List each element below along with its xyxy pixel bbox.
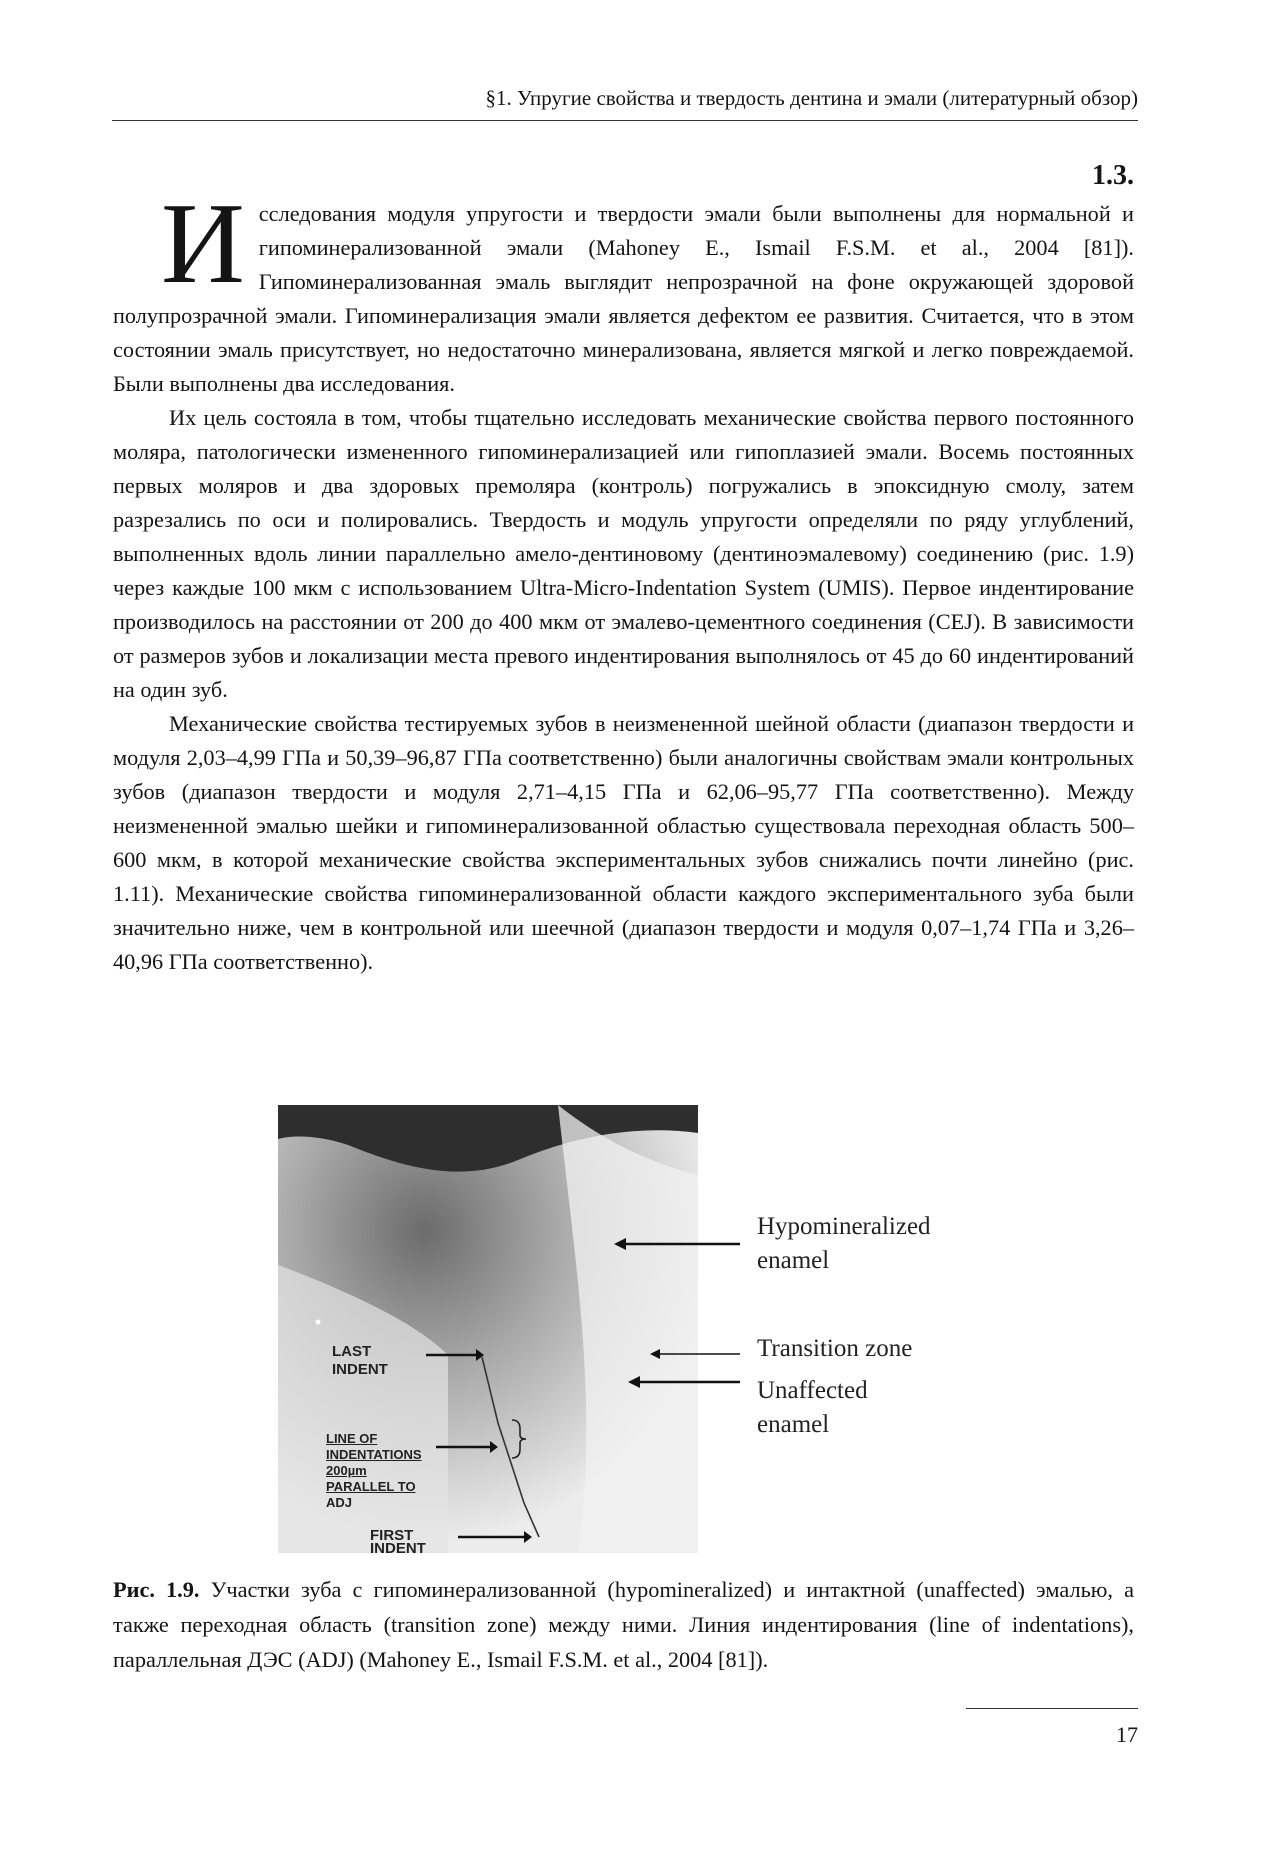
body-text bbox=[113, 180, 1134, 979]
callout-hypomineralized: Hypomineralized bbox=[757, 1213, 931, 1240]
figure-caption bbox=[113, 1572, 1134, 1677]
caption-label: Рис. 1.9. bbox=[113, 1577, 200, 1602]
unaffected-arrowhead bbox=[628, 1376, 640, 1388]
first-indent-label-line2: INDENT bbox=[370, 1540, 426, 1557]
paragraph-1-text: сследования модуля упругости и твердости эмали были выполнены для нормальной и гипоминерализованной эмали (Mahoney E., Ismail F.S.M. et al., 2004 [81]). Гипоминерализованная эмаль выглядит непрозрачной на фоне окружающей здоровой полупрозрачной эмали. Гипоминерализация эмали является дефектом ее развития. Считается, что в этом состоянии эмаль присутствует, но недостаточно минерализована, является мягкой и легко повреждаемой. Были выполнены два исследования. bbox=[113, 201, 1134, 396]
section-number: 1.3. bbox=[1092, 160, 1134, 191]
line-label-line4: PARALLEL TO bbox=[326, 1479, 416, 1494]
caption-text: Участки зуба с гипоминерализованной (hypomineralized) и интактной (unaffected) эмалью, а также переходная область (transition zone) между ними. Линия индентирования (line of indentations), параллельная ДЭС (ADJ) (Mahoney E., Ismail F.S.M. et al., 2004 [81]). bbox=[113, 1577, 1134, 1672]
header-rule bbox=[112, 120, 1138, 121]
last-indent-label-line1: LAST bbox=[332, 1343, 372, 1360]
callout-unaffected: Unaffected bbox=[757, 1377, 868, 1404]
callout-arrows bbox=[600, 1230, 750, 1440]
line-label-line5: ADJ bbox=[326, 1495, 353, 1510]
drop-cap: И bbox=[161, 180, 245, 308]
hypo-arrowhead bbox=[614, 1238, 626, 1250]
callout-hypomineralized-enamel: enamel bbox=[757, 1247, 830, 1274]
callout-transition-zone: Transition zone bbox=[757, 1335, 913, 1362]
callout-unaffected-enamel: enamel bbox=[757, 1411, 830, 1438]
transition-arrowhead bbox=[650, 1349, 660, 1359]
paragraph-2: Их цель состояла в том, чтобы тщательно исследовать механические свойства первого постоянного моляра, патологически измененного гипоминерализацией или гипоплазией эмали. Восемь постоянных первых моляров и два здоровых премоляра (контроль) погружались в эпоксидную смолу, затем разрезались по оси и полировались. Твердость и модуль упругости определяли по ряду углублений, выполненных вдоль линии параллельно амело-дентиновому (дентиноэмалевому) соединению (рис. 1.9) через каждые 100 мкм с использованием Ultra-Micro-Indentation System (UMIS). Первое индентирование производилось на расстоянии от 200 до 400 мкм от эмалево-цементного соединения (CEJ). В зависимости от размеров зубов и локализации места превого индентирования выполнялось от 45 до 60 индентирований на один зуб. bbox=[113, 405, 1134, 702]
footer-rule bbox=[966, 1708, 1138, 1709]
paragraph-1 bbox=[113, 180, 1134, 401]
line-label-line2: INDENTATIONS bbox=[326, 1447, 422, 1462]
line-label-line1: LINE OF bbox=[326, 1431, 378, 1446]
running-header: §1. Упругие свойства и твердость дентина и эмали (литературный обзор) bbox=[485, 86, 1138, 110]
paragraph-3: Механические свойства тестируемых зубов в неизмененной шейной области (диапазон твердости и модуля 2,03–4,99 ГПа и 50,39–96,87 ГПа соответственно) были аналогичны свойствам эмали контрольных зубов (диапазон твердости и модуля 2,71–4,15 ГПа и 62,06–95,77 ГПа соответственно). Между неизмененной эмалью шейки и гипоминерализованной областью существовала переходная область 500–600 мкм, в которой механические свойства экспериментальных зубов снижались почти линейно (рис. 1.11). Механические свойства гипоминерализованной области каждого экспериментального зуба были значительно ниже, чем в контрольной или шеечной (диапазон твердости и модуля 0,07–1,74 ГПа и 3,26–40,96 ГПа соответственно). bbox=[113, 711, 1134, 974]
line-label-line3: 200µm bbox=[326, 1463, 367, 1478]
page-number: 17 bbox=[1116, 1722, 1138, 1747]
last-indent-label-line2: INDENT bbox=[332, 1361, 388, 1378]
light-speck bbox=[316, 1320, 321, 1325]
first-indent-label-line1: FIRST bbox=[370, 1527, 414, 1544]
